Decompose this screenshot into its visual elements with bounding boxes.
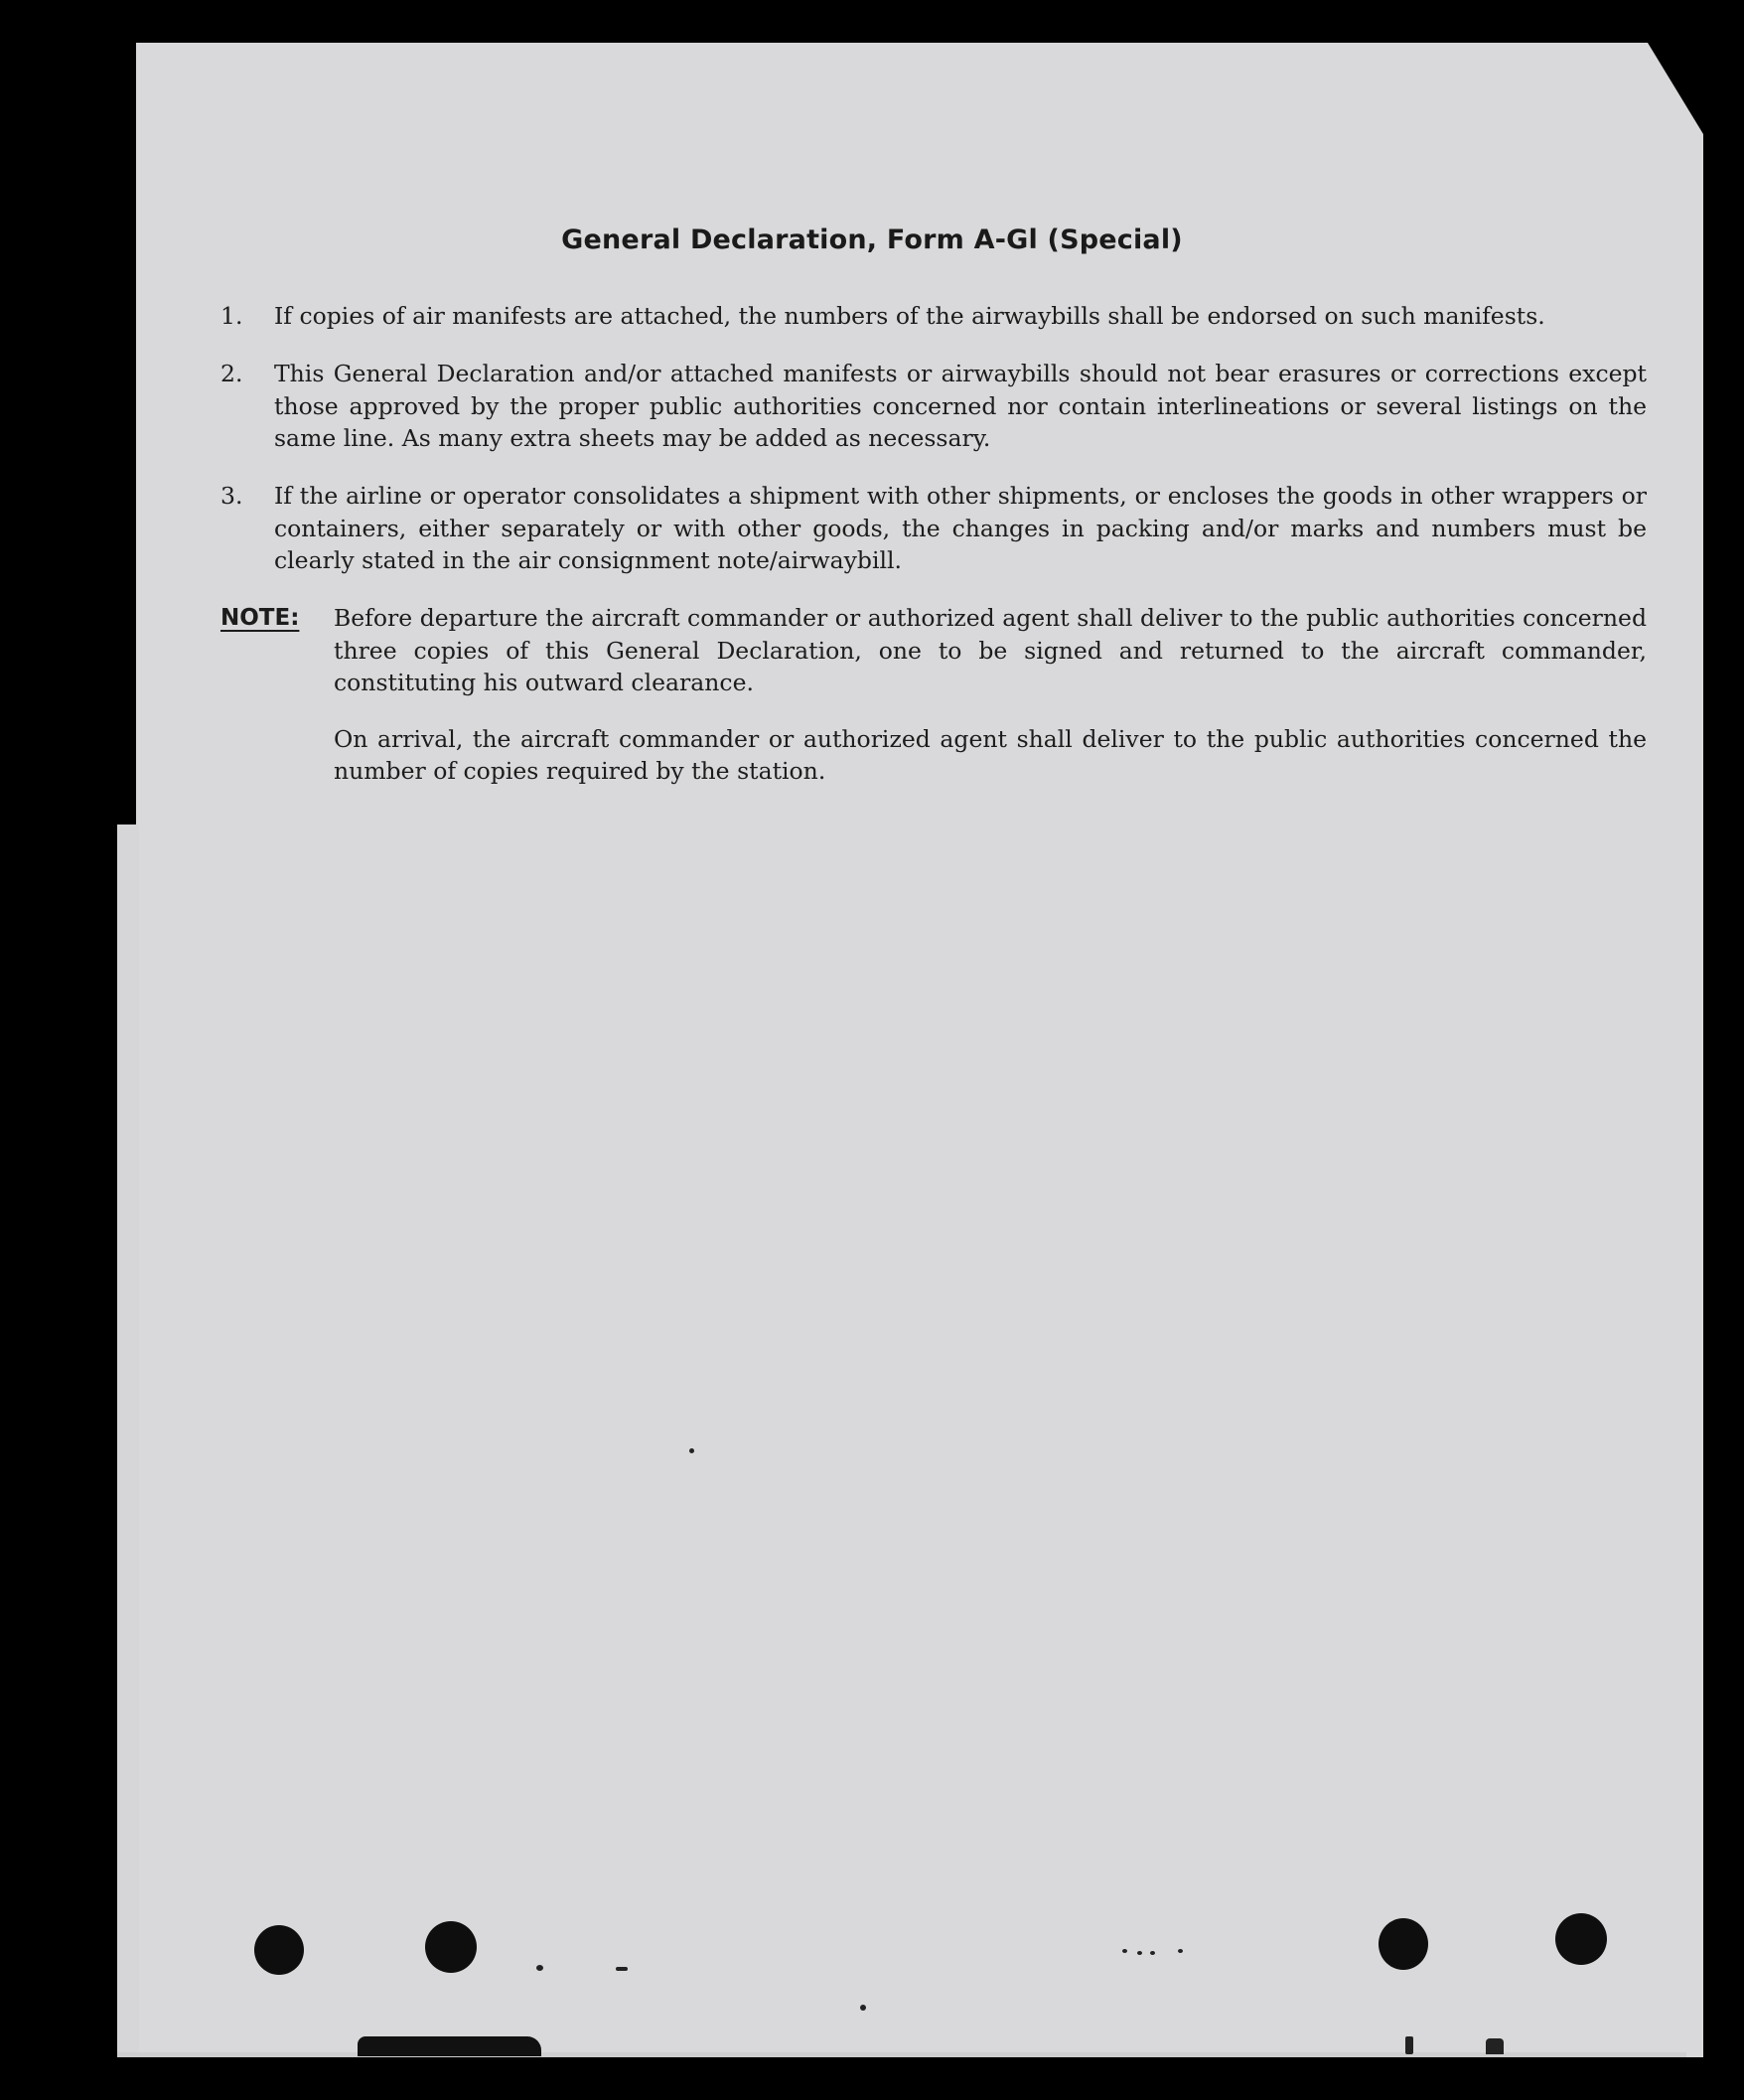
instruction-item-1 bbox=[220, 300, 1647, 333]
scan-smudge bbox=[358, 2036, 541, 2056]
note-paragraph-2: On arrival, the aircraft commander or authorized agent shall deliver to the public authorities concerned the number of copies required by the station. bbox=[334, 724, 1647, 785]
page-bottom-edge bbox=[117, 2052, 1686, 2057]
scan-speck bbox=[1122, 1949, 1127, 1953]
item-number: 3. bbox=[220, 482, 243, 510]
document-page bbox=[136, 43, 1703, 2057]
scan-speck bbox=[1150, 1951, 1155, 1955]
scan-speck bbox=[616, 1967, 628, 1971]
scan-speck bbox=[1178, 1949, 1183, 1953]
document-title: General Declaration, Form A-Gl (Special) bbox=[561, 225, 1183, 255]
note-label: NOTE: bbox=[220, 605, 300, 631]
punch-hole bbox=[1555, 1913, 1607, 1965]
instruction-item-2 bbox=[220, 358, 1647, 455]
item-text: If copies of air manifests are attached, the numbers of the airwaybills shall be endorsed on such manifests. bbox=[274, 302, 1545, 330]
item-number: 2. bbox=[220, 360, 243, 387]
page-edge-strip bbox=[117, 825, 139, 2056]
item-number: 1. bbox=[220, 302, 243, 330]
punch-hole bbox=[254, 1925, 304, 1975]
punch-hole bbox=[1379, 1918, 1428, 1970]
scan-speck bbox=[689, 1448, 694, 1453]
note-section bbox=[220, 602, 1647, 788]
item-text: This General Declaration and/or attached manifests or airwaybills should not bear erasures or corrections except those approved by the proper public authorities concerned nor contain interlineations or several listings on the same line. As many extra sheets may be added as necessary. bbox=[274, 360, 1647, 452]
scan-speck bbox=[1486, 2038, 1504, 2054]
note-paragraph-1: Before departure the aircraft commander or authorized agent shall deliver to the public authorities concerned three copies of this General Declaration, one to be signed and returned to the aircraft commander, constituting his outward clearance. bbox=[334, 604, 1647, 696]
scan-speck bbox=[860, 2005, 866, 2011]
instruction-item-3 bbox=[220, 480, 1647, 577]
punch-hole bbox=[425, 1921, 477, 1973]
scan-speck bbox=[1137, 1951, 1142, 1955]
item-text: If the airline or operator consolidates a shipment with other shipments, or encloses the goods in other wrappers or containers, either separately or with other goods, the changes in packing and/or marks and numbers must be clearly stated in the air consignment note/airwaybill. bbox=[274, 482, 1647, 574]
scan-speck bbox=[1405, 2036, 1413, 2054]
scan-speck bbox=[536, 1965, 543, 1971]
